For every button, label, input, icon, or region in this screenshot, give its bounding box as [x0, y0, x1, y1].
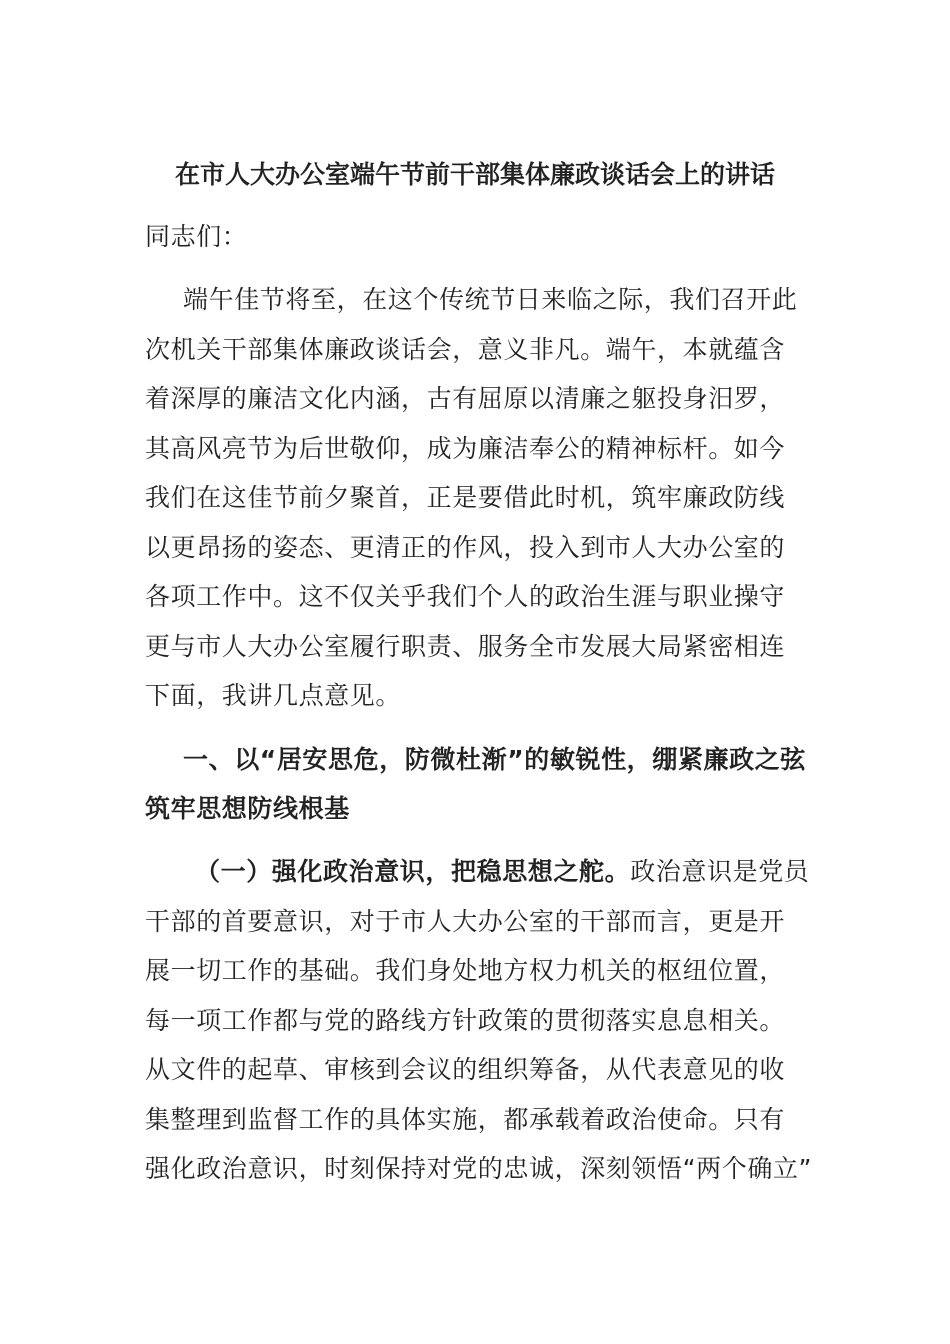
- intro-line: 各项工作中。这不仅关乎我们个人的政治生涯与职业操守: [145, 582, 786, 611]
- intro-line: 下面，我讲几点意见。: [145, 681, 402, 710]
- intro-line: 着深厚的廉洁文化内涵，古有屈原以清廉之躯投身汨罗，: [145, 384, 786, 413]
- intro-line: 我们在这佳节前夕聚首，正是要借此时机，筑牢廉政防线: [145, 483, 786, 512]
- body-line: 强化政治意识，时刻保持对党的忠诚，深刻领悟“两个确立”: [145, 1154, 813, 1183]
- body-line: 从文件的起草、审核到会议的组织筹备，从代表意见的收: [145, 1055, 786, 1084]
- subsection-lead-text: 政治意识是党员: [630, 857, 810, 886]
- body-line: 每一项工作都与党的路线方针政策的贯彻落实息息相关。: [145, 1006, 786, 1035]
- document-title: 在市人大办公室端午节前干部集体廉政谈话会上的讲话: [174, 160, 775, 189]
- section-heading: 一、以“居安思危，防微杜渐”的敏锐性，绷紧廉政之弦: [183, 745, 806, 774]
- intro-line: 端午佳节将至，在这个传统节日来临之际，我们召开此: [183, 285, 798, 314]
- intro-line: 次机关干部集体廉政谈话会，意义非凡。端午，本就蕴含: [145, 335, 786, 364]
- body-line: 展一切工作的基础。我们身处地方权力机关的枢纽位置，: [145, 956, 786, 985]
- intro-line: 以更昂扬的姿态、更清正的作风，投入到市人大办公室的: [145, 533, 786, 562]
- body-line: 干部的首要意识，对于市人大办公室的干部而言，更是开: [145, 907, 786, 936]
- intro-line: 其高风亮节为后世敬仰，成为廉洁奉公的精神标杆。如今: [145, 434, 786, 463]
- salutation: 同志们：: [145, 222, 248, 251]
- section-heading: 筑牢思想防线根基: [145, 794, 350, 823]
- body-line: 集整理到监督工作的具体实施，都承载着政治使命。只有: [145, 1105, 786, 1134]
- subsection-paragraph-first-line: [195, 855, 855, 889]
- subsection-heading: （一）强化政治意识，把稳思想之舵。: [195, 857, 631, 886]
- intro-line: 更与市人大办公室履行职责、服务全市发展大局紧密相连: [145, 632, 786, 661]
